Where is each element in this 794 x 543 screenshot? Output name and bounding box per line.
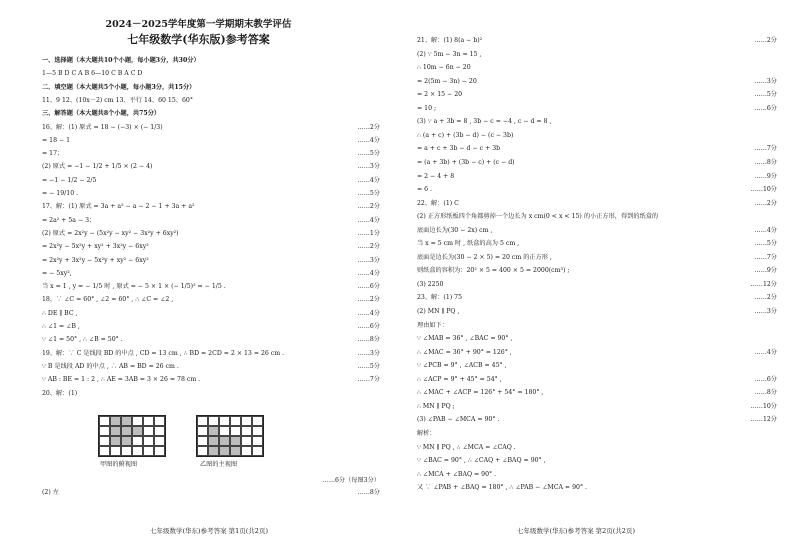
score-marker: ……1分 <box>357 229 380 237</box>
score-marker: ……4分 <box>357 309 380 317</box>
grid-cell <box>219 426 230 436</box>
grid-cell <box>143 446 154 456</box>
answer-line: ∴ 10m − 6n − 20 <box>417 64 471 72</box>
answer-line: 1—5 B D C A B 6—10 C B A C D <box>42 70 143 78</box>
grid-cell <box>121 416 132 426</box>
grid-cell <box>99 426 110 436</box>
score-marker: ……7分 <box>357 376 380 384</box>
answer-line: = 6 . <box>417 186 433 194</box>
grid-cell <box>121 446 132 456</box>
answer-line: ∴ (a + c) + (3b − d) − (c − 3b) <box>417 131 514 139</box>
grid-cell <box>99 446 110 456</box>
answer-line: 22、解：(1) C <box>417 199 459 207</box>
top-view-grid <box>98 415 166 457</box>
score-marker: ……8分 <box>754 389 777 397</box>
answer-line: 又 ∵ ∠PAB + ∠BAQ = 180° , ∴ ∠PAB − ∠MCA = 90° . <box>417 484 587 492</box>
grid-cell <box>208 416 219 426</box>
answer-line: = a + c + 3b − d − c + 3b <box>417 145 501 153</box>
grid-cell <box>132 436 143 446</box>
front-view-grid <box>196 415 264 457</box>
grid-cell <box>154 446 165 456</box>
score-marker: ……2分 <box>754 37 777 44</box>
grid-cell <box>132 446 143 456</box>
score-marker: ……5分 <box>357 362 380 370</box>
score-marker: ……9分 <box>754 172 777 180</box>
grid-cell <box>252 416 263 426</box>
score-marker: ……10分 <box>750 186 777 194</box>
answer-line: = 2 × 15 − 20 <box>417 91 463 99</box>
answer-line: ∴ ∠MAC + ∠ACP = 126° + 54° = 180° , <box>417 389 544 397</box>
answer-line: 理由如下： <box>417 321 448 329</box>
answer-line: 解析： <box>417 429 436 437</box>
score-marker: ……12分 <box>750 416 777 424</box>
score-marker: ……10分 <box>750 402 777 410</box>
grid-cell <box>252 426 263 436</box>
answer-line: = 2(5m − 3n) − 20 <box>417 77 477 85</box>
grid-cell <box>208 436 219 446</box>
score-marker: ……4分 <box>357 269 380 277</box>
score-marker: ……3分 <box>357 349 380 357</box>
score-marker: ……4分 <box>754 348 777 356</box>
score-marker: ……2分 <box>357 243 380 251</box>
answer-line: = 18 − 1 <box>42 136 71 144</box>
grid-cell <box>197 426 208 436</box>
grid-cell <box>132 426 143 436</box>
answer-line: = (a + 3b) + (3b − c) + (c − d) <box>417 158 515 166</box>
answer-line: = − 19/10 . <box>42 190 79 197</box>
grid-cell <box>197 446 208 456</box>
score-marker: ……2分 <box>754 294 777 302</box>
grid-cell <box>241 416 252 426</box>
score-marker: ……3分 <box>357 163 380 171</box>
answer-line: (2) ∵ 5m − 3n = 15 , <box>417 50 482 58</box>
score-marker: ……8分 <box>357 336 380 344</box>
grid-cell <box>143 436 154 446</box>
answer-line: 底面边长为(30 − 2x) cm , <box>417 226 493 234</box>
answer-line: 则纸盒的容积为：20² × 5 = 400 × 5 = 2000(cm³) ; <box>417 267 570 275</box>
score-marker: ……2分 <box>357 123 380 131</box>
exam-title: 2024－2025学年度第一学期期末教学评估 <box>105 19 292 30</box>
score-marker: ……4分 <box>357 216 380 224</box>
answer-line: ∵ ∠PCB = 9° , ∠ACB = 45° , <box>417 362 507 370</box>
score-marker: ……2分 <box>357 203 380 211</box>
answer-line: 20、解：(1) <box>42 389 78 397</box>
grid-cell <box>230 416 241 426</box>
score-marker: ……9分 <box>754 267 777 275</box>
grid-cell <box>230 436 241 446</box>
answer-line: ∵ B 是线段 AD 的中点 , ∴ AB = BD = 26 cm . <box>42 362 179 370</box>
grid-cell <box>121 436 132 446</box>
score-marker: ……6分 <box>357 283 380 291</box>
answer-line: ∵ ∠1 = 50° , ∴ ∠B = 50° . <box>42 336 123 344</box>
answer-page-2 <box>397 0 794 543</box>
score-marker: ……8分 <box>357 489 380 496</box>
answer-line: (2) 原式 = 2x²y − (5x²y − xy² − 3x²y + 6xy²) <box>42 229 179 237</box>
score-marker: ……3分 <box>754 308 777 315</box>
grid-cell <box>132 416 143 426</box>
page-2-footer: 七年级数学(华东)参考答案 第2页(共2页) <box>517 527 635 535</box>
answer-line: ∵ AB : BE = 1 : 2 , ∴ AE = 3AB = 3 × 26 = 78 cm . <box>42 376 201 384</box>
answer-line: ∵ ∠MAB = 36° , ∠BAC = 90° , <box>417 335 513 343</box>
score-marker: ……5分 <box>754 240 777 248</box>
score-marker: ……4分 <box>357 136 380 144</box>
grid-cell <box>110 436 121 446</box>
answer-line: ∴ ∠1 = ∠B , <box>42 323 80 330</box>
answer-line: = 2 − 4 + 8 <box>417 172 455 180</box>
score-marker: ……2分 <box>357 296 380 304</box>
grid-cell <box>197 436 208 446</box>
answer-line: 16、解：(1) 原式 = 18 − (−3) × (− 1/3) <box>42 123 163 131</box>
grid-cell <box>143 416 154 426</box>
grid-cell <box>241 436 252 446</box>
score-marker: ……5分 <box>754 91 777 99</box>
answer-line: = 10 ; <box>417 104 437 112</box>
answer-line: 底面是边长为(30 − 2 × 5) = 20 cm 的正方形 , <box>417 253 552 261</box>
answer-line: ∴ ∠MCA + ∠BAQ = 90° . <box>417 470 497 478</box>
answer-line: 23、解：(1) 75 <box>417 294 463 302</box>
answer-line: (2) 正方形纸板四个角都剪掉一个边长为 x cm(0 < x < 15) 的小正方形，得到的纸盒的 <box>417 213 659 221</box>
score-marker: ……3分 <box>754 77 777 85</box>
grid-cell <box>110 416 121 426</box>
grid-cell <box>154 426 165 436</box>
score-marker: ……4分 <box>754 226 777 234</box>
score-marker: ……8分 <box>754 158 777 166</box>
answer-line: ∵ MN ∥ PQ , ∴ ∠MCA = ∠CAQ . <box>417 443 516 451</box>
answer-key-title: 七年级数学(华东版)参考答案 <box>127 33 270 46</box>
score-marker: ……7分 <box>754 145 777 153</box>
answer-line: (3) 2250 <box>417 280 444 288</box>
answer-line: = 17； <box>42 150 64 158</box>
answer-line: (2) 原式 = −1 − 1/2 + 1/5 × (2 − 4) <box>42 163 153 171</box>
score-marker: ……6分（每图3分） <box>322 477 380 484</box>
grid-cell <box>241 446 252 456</box>
score-marker: ……6分 <box>754 375 777 383</box>
grid-cell <box>110 426 121 436</box>
answer-line: 11、9 12、(10x－2) cm 13、平行 14、60 15、60° <box>42 96 193 104</box>
answer-line: 17、解：(1) 原式 = 3a + a² − a − 2 − 1 + 3a + a² <box>42 203 195 211</box>
grid-cell <box>230 426 241 436</box>
answer-line: 当 x = 5 cm 时 , 纸盒的高为 5 cm , <box>417 240 520 248</box>
grid-cell <box>154 416 165 426</box>
grid-cell <box>230 446 241 456</box>
answer-line: (3) ∵ a + 3b = 8 , 3b − c = −4 , c − d = 8 , <box>417 118 552 126</box>
answer-line: 当 x = 1 , y = − 1/5 时 , 原式 = − 5 × 1 × (− 1/5)² = − 1/5 . <box>42 283 226 291</box>
answer-line: 21、解：(1) 8(a − b)² <box>417 37 483 44</box>
answer-line: (2) 左 <box>42 489 59 496</box>
score-marker: ……3分 <box>357 256 380 264</box>
answer-line: ∴ ∠MAC = 36° + 90° = 126° , <box>417 348 512 356</box>
page-1-footer: 七年级数学(华东)参考答案 第1页(共2页) <box>150 527 268 535</box>
grid-cell <box>252 446 263 456</box>
grid-cell <box>208 446 219 456</box>
grid-cell <box>121 426 132 436</box>
answer-line: = 2x²y + 3x²y − 5x²y + xy² − 6xy² <box>42 256 149 264</box>
answer-line: = −1 − 1/2 − 2/5 <box>42 176 97 184</box>
answer-line: ∴ ∠ACP = 9° + 45° = 54° , <box>417 375 502 383</box>
grid-cell <box>241 426 252 436</box>
answer-line: 二、填空题（本大题共5个小题，每小题3分，共15分） <box>42 83 196 91</box>
answer-line: = 2a² + 5a − 3； <box>42 216 96 224</box>
top-view-caption: 甲图的俯视图 <box>100 461 138 468</box>
grid-cell <box>154 436 165 446</box>
grid-cell <box>252 436 263 446</box>
answer-line: (2) MN ∥ PQ , <box>417 308 460 315</box>
score-marker: ……6分 <box>357 323 380 330</box>
grid-cell <box>99 436 110 446</box>
answer-line: ∵ ∠BAC = 90° , ∴ ∠CAQ + ∠BAQ = 90° , <box>417 457 546 465</box>
grid-cell <box>197 416 208 426</box>
score-marker: ……2分 <box>754 199 777 207</box>
score-marker: ……5分 <box>357 150 380 158</box>
score-marker: ……5分 <box>357 190 380 197</box>
grid-cell <box>110 446 121 456</box>
score-marker: ……7分 <box>754 253 777 261</box>
grid-cell <box>219 446 230 456</box>
grid-cell <box>99 416 110 426</box>
grid-cell <box>219 416 230 426</box>
answer-line: 三、解答题（本大题共8个小题，共75分） <box>42 110 161 118</box>
answer-line: = 2x²y − 5x²y + xy² + 3x²y − 6xy² <box>42 243 149 251</box>
score-marker: ……4分 <box>357 176 380 184</box>
answer-line: ∴ MN ∥ PQ ; <box>417 402 455 410</box>
answer-line: 18、∵ ∠C = 60° , ∠2 = 60° , ∴ ∠C = ∠2 , <box>42 296 174 304</box>
answer-line: = − 5xy², <box>42 269 72 277</box>
front-view-caption: 乙图的主视图 <box>200 461 238 468</box>
answer-line: 19、解：∵ C 是线段 BD 的中点 , CD = 13 cm , ∴ BD = 2CD = 2 × 13 = 26 cm . <box>42 349 285 357</box>
grid-cell <box>143 426 154 436</box>
grid-cell <box>219 436 230 446</box>
score-marker: ……12分 <box>750 280 777 288</box>
score-marker: ……6分 <box>754 104 777 112</box>
grid-cell <box>208 426 219 436</box>
answer-line: ∴ DE ∥ BC , <box>42 309 78 317</box>
answer-line: (3) ∠PAB − ∠MCA = 90° . <box>417 416 500 424</box>
answer-line: 一、选择题（本大题共10个小题，每小题3分，共30分） <box>42 57 200 64</box>
